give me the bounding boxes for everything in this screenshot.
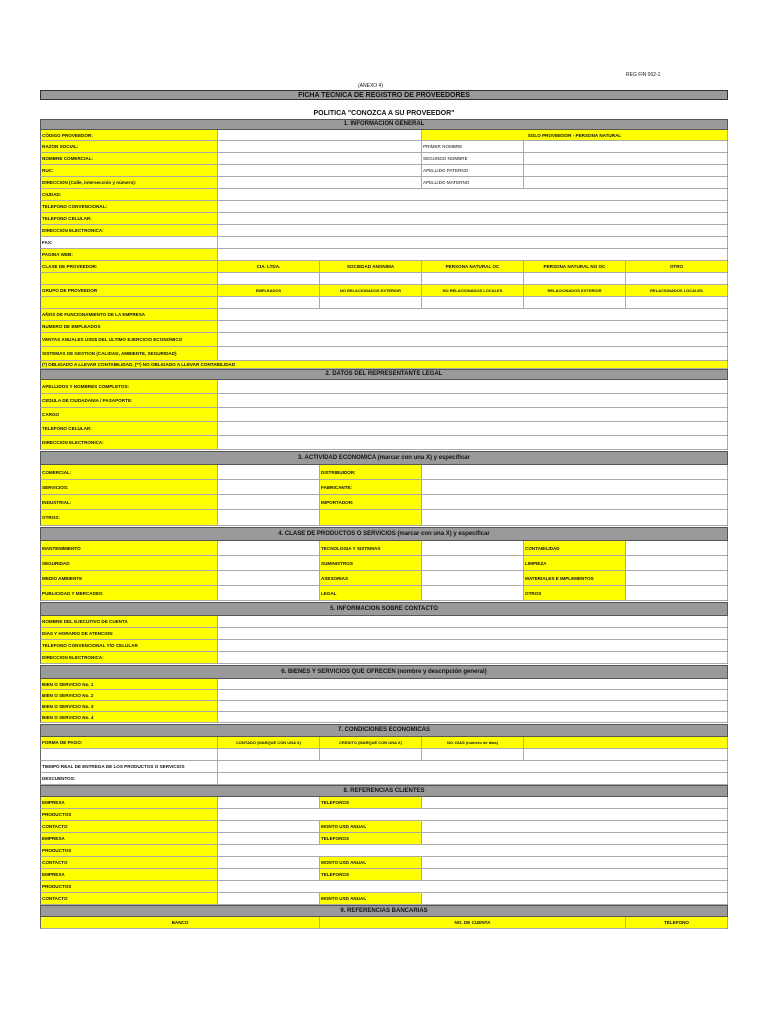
- label-fax: FAX:: [41, 237, 218, 248]
- check-legal[interactable]: [422, 586, 524, 600]
- row-ref3-contacto: [40, 893, 728, 905]
- row-razon: [40, 141, 728, 153]
- label-blank: [320, 510, 422, 525]
- option-otro[interactable]: OTRO: [626, 261, 728, 272]
- input-monto-usd[interactable]: [422, 821, 728, 832]
- input-ciudad[interactable]: [218, 189, 728, 200]
- input-telefonos[interactable]: [422, 833, 728, 844]
- label-banco: BANCO: [41, 917, 320, 928]
- label-tiempo-entrega: TIEMPO REAL DE ENTREGA DE LOS PRODUCTOS O SERVICIOS: [41, 761, 218, 772]
- row-num-empleados: [40, 321, 728, 333]
- check-contabilidad[interactable]: [626, 541, 728, 555]
- label-productos: PRODUCTOS: [41, 845, 218, 856]
- label-fabricante: FABRICANTE:: [320, 480, 422, 494]
- input-contacto[interactable]: [218, 857, 320, 868]
- option-empleados[interactable]: EMPLEADOS: [218, 285, 320, 296]
- label-descuentos: DESCUENTOS:: [41, 773, 218, 784]
- label-apellidos-nombres: APELLIDOS Y NOMBRES COMPLETOS:: [41, 380, 218, 393]
- label-productos: PRODUCTOS: [41, 881, 218, 892]
- label-forma-pago: FORMA DE PAGO:: [41, 737, 218, 748]
- check-otros-prod[interactable]: [626, 586, 728, 600]
- label-ejecutivo-cuenta: NOMBRE DEL EJECUTIVO DE CUENTA: [41, 616, 218, 627]
- label-empresa: EMPRESA: [41, 797, 218, 808]
- label-rep-direccion-electronica: DIRECCION ELECTRONICA:: [41, 436, 218, 449]
- row-contacto-email: [40, 652, 728, 664]
- input-cargo[interactable]: [218, 408, 728, 421]
- check-publicidad[interactable]: [218, 586, 320, 600]
- label-nombre-comercial: NOMBRE COMERCIAL:: [41, 153, 218, 164]
- label-ruc: RUC:: [41, 165, 218, 176]
- row-web: [40, 249, 728, 261]
- row-tel-cel: [40, 213, 728, 225]
- input-segundo-nombre[interactable]: [524, 153, 728, 164]
- label-cedula: CEDULA DE CIUDADANIA / PASAPORTE:: [41, 394, 218, 407]
- row-contacto-telefono: [40, 640, 728, 652]
- row-ruc: [40, 165, 728, 177]
- input-ventas-anuales[interactable]: [218, 333, 728, 346]
- row-rep-cargo: [40, 408, 728, 422]
- row-bien-1: [40, 679, 728, 690]
- input-apellidos-nombres[interactable]: [218, 380, 728, 393]
- check-credito[interactable]: [320, 749, 422, 760]
- row-clase-check: [40, 273, 728, 285]
- form-title: FICHA TECNICA DE REGISTRO DE PROVEEDORES: [40, 90, 728, 100]
- label-monto-usd: MONTO USD ANUAL: [320, 857, 422, 868]
- input-fax[interactable]: [218, 237, 728, 248]
- row-contacto-ejecutivo: [40, 616, 728, 628]
- input-contacto[interactable]: [218, 893, 320, 904]
- input-bien-2[interactable]: [218, 690, 728, 700]
- option-contado[interactable]: CONTADO (MARQUE CON UNA X): [218, 737, 320, 748]
- option-credito[interactable]: CREDITO (MARQUE CON UNA X): [320, 737, 422, 748]
- label-clase-proveedor: CLASE DE PROVEEDOR:: [41, 261, 218, 272]
- input-contacto[interactable]: [218, 821, 320, 832]
- row-rep-email: [40, 436, 728, 450]
- label-codigo: CÓDIGO PROVEEDOR:: [41, 130, 218, 140]
- input-empresa[interactable]: [218, 797, 320, 808]
- input-tiempo-entrega[interactable]: [218, 761, 728, 772]
- input-contacto-email[interactable]: [218, 652, 728, 663]
- input-cedula[interactable]: [218, 394, 728, 407]
- row-grupo-proveedor: [40, 285, 728, 297]
- label-contacto: CONTACTO: [41, 893, 218, 904]
- row-prod-1: [40, 541, 728, 556]
- check-empleados[interactable]: [218, 297, 320, 308]
- label-blank: [524, 737, 728, 748]
- row-act-3: [40, 495, 728, 510]
- row-prod-3: [40, 571, 728, 586]
- row-obligado: [40, 361, 728, 369]
- row-fax: [40, 237, 728, 249]
- row-tiempo-entrega: [40, 761, 728, 773]
- input-direccion-electronica[interactable]: [218, 225, 728, 236]
- section-8-header: 8. REFERENCIAS CLIENTES: [40, 785, 728, 797]
- input-pagina-web[interactable]: [218, 249, 728, 260]
- check-otro[interactable]: [626, 273, 728, 284]
- label-bien-2: BIEN O SERVICIO No. 2: [41, 690, 218, 700]
- section-7-header: 7. CONDICIONES ECONOMICAS: [40, 724, 728, 737]
- row-forma-pago-check: [40, 749, 728, 761]
- check-cia-ltda[interactable]: [218, 273, 320, 284]
- label-direccion-electronica: DIRECCION ELECTRONICA:: [41, 225, 218, 236]
- check-materiales[interactable]: [626, 571, 728, 585]
- row-contacto-dias: [40, 628, 728, 640]
- label-productos: PRODUCTOS: [41, 809, 218, 820]
- input-anos-funcionamiento[interactable]: [218, 309, 728, 320]
- check-suministros[interactable]: [422, 556, 524, 570]
- check-fabricante[interactable]: [422, 480, 728, 494]
- label-bien-4: BIEN O SERVICIO No. 4: [41, 712, 218, 722]
- input-ruc[interactable]: [218, 165, 422, 176]
- input-apellido-materno[interactable]: [524, 177, 728, 188]
- input-empresa[interactable]: [218, 833, 320, 844]
- label-telefonos: TELEFONOS: [320, 833, 422, 844]
- row-clase-proveedor: [40, 261, 728, 273]
- option-cia-ltda[interactable]: CIA. LTDA.: [218, 261, 320, 272]
- annex-label: (ANEXO 4): [358, 83, 384, 89]
- label-blank: [41, 273, 218, 284]
- input-rep-direccion-electronica[interactable]: [218, 436, 728, 449]
- row-ref3-empresa: [40, 869, 728, 881]
- label-monto-usd: MONTO USD ANUAL: [320, 821, 422, 832]
- input-numero-empleados[interactable]: [218, 321, 728, 332]
- label-contacto-telefono: TELEFONO CONVENCIONAL Y/O CELULAR: [41, 640, 218, 651]
- row-rep-cedula: [40, 394, 728, 408]
- check-comercial[interactable]: [218, 465, 320, 479]
- row-ciudad: [40, 189, 728, 201]
- label-rep-telefono-celular: TELEFONO CELULAR:: [41, 422, 218, 435]
- label-blank: [524, 749, 728, 760]
- label-importador: IMPORTADOR:: [320, 495, 422, 509]
- row-ref3-productos: [40, 881, 728, 893]
- label-monto-usd: MONTO USD ANUAL: [320, 893, 422, 904]
- label-contabilidad: CONTABILIDAD: [524, 541, 626, 555]
- input-apellido-paterno[interactable]: [524, 165, 728, 176]
- row-direccion: [40, 177, 728, 189]
- option-sociedad-anonima[interactable]: SOCIEDAD ANONIMA: [320, 261, 422, 272]
- label-pagina-web: PAGINA WEB:: [41, 249, 218, 260]
- row-sistemas: [40, 347, 728, 361]
- row-grupo-check: [40, 297, 728, 309]
- label-ventas-anuales: VENTAS ANUALES USD$ DEL ULTIMO EJERCICIO ECONOMICO: [41, 333, 218, 346]
- label-numero-empleados: NUMERO DE EMPLEADOS: [41, 321, 218, 332]
- section-3-header: 3. ACTIVIDAD ECONOMICA (marcar con una X) y especificar: [40, 451, 728, 465]
- row-rep-celular: [40, 422, 728, 436]
- check-distribuidor[interactable]: [422, 465, 728, 479]
- check-limpieza[interactable]: [626, 556, 728, 570]
- input-monto-usd[interactable]: [422, 893, 728, 904]
- label-distribuidor: DISTRIBUIDOR:: [320, 465, 422, 479]
- input-contacto-telefono[interactable]: [218, 640, 728, 651]
- input-monto-usd[interactable]: [422, 857, 728, 868]
- input-telefono-celular[interactable]: [218, 213, 728, 224]
- input-productos[interactable]: [218, 845, 728, 856]
- row-ref2-productos: [40, 845, 728, 857]
- label-telefonos: TELEFONOS: [320, 869, 422, 880]
- input-telefonos[interactable]: [422, 869, 728, 880]
- label-razon-social: RAZON SOCIAL:: [41, 141, 218, 152]
- input-ejecutivo-cuenta[interactable]: [218, 616, 728, 627]
- label-contacto: CONTACTO: [41, 821, 218, 832]
- row-descuentos: [40, 773, 728, 785]
- option-no-relacionados-exterior[interactable]: NO RELACIONADOS EXTERIOR: [320, 285, 422, 296]
- input-razon-social[interactable]: [218, 141, 422, 152]
- check-rel-exterior[interactable]: [524, 297, 626, 308]
- label-legal: LEGAL: [320, 586, 422, 600]
- row-anos: [40, 309, 728, 321]
- policy-title: POLITICA "CONOZCA A SU PROVEEDOR": [313, 110, 455, 117]
- label-banco-telefono: TELEFONO: [626, 917, 728, 928]
- option-persona-natural-oc[interactable]: PERSONA NATURAL OC: [422, 261, 524, 272]
- input-dias-horario[interactable]: [218, 628, 728, 639]
- row-act-1: [40, 465, 728, 480]
- note-obligado-contabilidad: (*) OBLIGADO A LLEVAR CONTABILIDAD, (**) NO OBLIGADO A LLEVAR CONTABILIDAD: [41, 361, 728, 368]
- input-nombre-comercial[interactable]: [218, 153, 422, 164]
- input-telefono-convencional[interactable]: [218, 201, 728, 212]
- label-contacto: CONTACTO: [41, 857, 218, 868]
- label-blank: [41, 297, 218, 308]
- row-rep-apellidos: [40, 380, 728, 394]
- section-9-header: 9. REFERENCIAS BANCARIAS: [40, 905, 728, 917]
- check-contado[interactable]: [218, 749, 320, 760]
- label-bien-1: BIEN O SERVICIO No. 1: [41, 679, 218, 689]
- row-dir-elec: [40, 225, 728, 237]
- row-codigo: [40, 130, 728, 141]
- row-forma-pago: [40, 737, 728, 749]
- section-4-header: 4. CLASE DE PRODUCTOS O SERVICIOS (marcar con una X) y especificar: [40, 527, 728, 541]
- label-apellido-materno: APELLIDO MATERNO: [422, 177, 524, 188]
- document-code: REG FIN 002-1: [626, 72, 661, 78]
- input-productos[interactable]: [218, 881, 728, 892]
- row-nombre-comercial: [40, 153, 728, 165]
- label-otros-prod: OTROS: [524, 586, 626, 600]
- row-act-2: [40, 480, 728, 495]
- label-publicidad: PUBLICIDAD Y MERCADEO: [41, 586, 218, 600]
- option-numero-dias[interactable]: NO. DIAS (numero de días): [422, 737, 524, 748]
- label-numero-cuenta: NO. DE CUENTA: [320, 917, 626, 928]
- input-telefonos[interactable]: [422, 797, 728, 808]
- label-empresa: EMPRESA: [41, 869, 218, 880]
- check-persona-natural-oc[interactable]: [422, 273, 524, 284]
- check-no-rel-exterior[interactable]: [320, 297, 422, 308]
- row-tel-conv: [40, 201, 728, 213]
- label-tecnologia: TECNOLOGIA Y SISTEMAS: [320, 541, 422, 555]
- input-otros-especificar[interactable]: [422, 510, 728, 525]
- label-blank: [41, 749, 218, 760]
- input-sistemas-gestion[interactable]: [218, 347, 728, 360]
- check-asesorias[interactable]: [422, 571, 524, 585]
- input-numero-dias[interactable]: [422, 749, 524, 760]
- section-1-header: 1. INFORMACION GENERAL: [40, 119, 728, 130]
- input-productos[interactable]: [218, 809, 728, 820]
- input-descuentos[interactable]: [218, 773, 728, 784]
- label-servicios: SERVICIOS:: [41, 480, 218, 494]
- check-importador[interactable]: [422, 495, 728, 509]
- input-bien-3[interactable]: [218, 701, 728, 711]
- label-limpieza: LIMPIEZA: [524, 556, 626, 570]
- row-ref2-contacto: [40, 857, 728, 869]
- option-persona-natural-no-oc[interactable]: PERSONA NATURAL NO OC: [524, 261, 626, 272]
- label-direccion: DIRECCION (Calle, intersección y número):: [41, 177, 218, 188]
- label-solo-persona-natural: SOLO PROVEEDOR - PERSONA NATURAL: [422, 130, 728, 140]
- input-primer-nombre[interactable]: [524, 141, 728, 152]
- label-empresa: EMPRESA: [41, 833, 218, 844]
- label-sistemas-gestion: SISTEMAS DE GESTION (CALIDAD, AMBIENTE, SEGURIDAD): [41, 347, 218, 360]
- label-medio-ambiente: MEDIO AMBIENTE: [41, 571, 218, 585]
- section-2-header: 2. DATOS DEL REPRESENTANTE LEGAL: [40, 369, 728, 380]
- label-telefonos: TELEFONOS: [320, 797, 422, 808]
- check-seguridad[interactable]: [218, 556, 320, 570]
- option-no-relacionados-locales[interactable]: NO RELACIONADOS LOCALES: [422, 285, 524, 296]
- check-servicios[interactable]: [218, 480, 320, 494]
- label-contacto-email: DIRECCION ELECTRONICA:: [41, 652, 218, 663]
- row-ref1-contacto: [40, 821, 728, 833]
- label-telefono-convencional: TELEFONO CONVENCIONAL:: [41, 201, 218, 212]
- label-apellido-paterno: APELLIDO PATERNO: [422, 165, 524, 176]
- row-ref2-empresa: [40, 833, 728, 845]
- check-rel-locales[interactable]: [626, 297, 728, 308]
- label-materiales: MATERIALES E IMPLEMENTOS: [524, 571, 626, 585]
- section-6-header: 6. BIENES Y SERVICIOS QUE OFRECEN (nombre y descripción general): [40, 665, 728, 679]
- label-segundo-nombre: SEGUNDO NOMBRE: [422, 153, 524, 164]
- check-tecnologia[interactable]: [422, 541, 524, 555]
- input-codigo[interactable]: [218, 130, 422, 140]
- label-comercial: COMERCIAL:: [41, 465, 218, 479]
- label-mantenimiento: MANTENIMIENTO: [41, 541, 218, 555]
- row-bien-2: [40, 690, 728, 701]
- option-relacionados-locales[interactable]: RELACIONADOS LOCALES: [626, 285, 728, 296]
- input-empresa[interactable]: [218, 869, 320, 880]
- input-direccion[interactable]: [218, 177, 422, 188]
- label-anos-funcionamiento: AÑOS DE FUNCIONAMIENTO DE LA EMPRESA: [41, 309, 218, 320]
- row-ref1-empresa: [40, 797, 728, 809]
- label-grupo-proveedor: GRUPO DE PROVEEDOR: [41, 285, 218, 296]
- row-act-4: [40, 510, 728, 526]
- input-bien-1[interactable]: [218, 679, 728, 689]
- row-bien-3: [40, 701, 728, 712]
- check-otros[interactable]: [218, 510, 320, 525]
- row-bancos-header: [40, 917, 728, 929]
- input-bien-4[interactable]: [218, 712, 728, 722]
- label-cargo: CARGO: [41, 408, 218, 421]
- row-ref1-productos: [40, 809, 728, 821]
- label-suministros: SUMINISTROS: [320, 556, 422, 570]
- check-no-rel-locales[interactable]: [422, 297, 524, 308]
- label-bien-3: BIEN O SERVICIO No. 3: [41, 701, 218, 711]
- row-bien-4: [40, 712, 728, 723]
- section-5-header: 5. INFORMACION SOBRE CONTACTO: [40, 602, 728, 616]
- check-persona-natural-no-oc[interactable]: [524, 273, 626, 284]
- check-industrial[interactable]: [218, 495, 320, 509]
- check-medio-ambiente[interactable]: [218, 571, 320, 585]
- check-mantenimiento[interactable]: [218, 541, 320, 555]
- label-asesorias: ASESORIAS: [320, 571, 422, 585]
- row-ventas: [40, 333, 728, 347]
- input-rep-telefono-celular[interactable]: [218, 422, 728, 435]
- row-prod-2: [40, 556, 728, 571]
- label-industrial: INDUSTRIAL:: [41, 495, 218, 509]
- option-relacionados-exterior[interactable]: RELACIONADOS EXTERIOR: [524, 285, 626, 296]
- row-prod-4: [40, 586, 728, 601]
- label-dias-horario: DIAS Y HORARIO DE ATENCION: [41, 628, 218, 639]
- check-sociedad-anonima[interactable]: [320, 273, 422, 284]
- label-ciudad: CIUDAD:: [41, 189, 218, 200]
- label-telefono-celular: TELEFONO CELULAR:: [41, 213, 218, 224]
- label-primer-nombre: PRIMER NOMBRE: [422, 141, 524, 152]
- label-seguridad: SEGURIDAD: [41, 556, 218, 570]
- label-otros: OTROS:: [41, 510, 218, 525]
